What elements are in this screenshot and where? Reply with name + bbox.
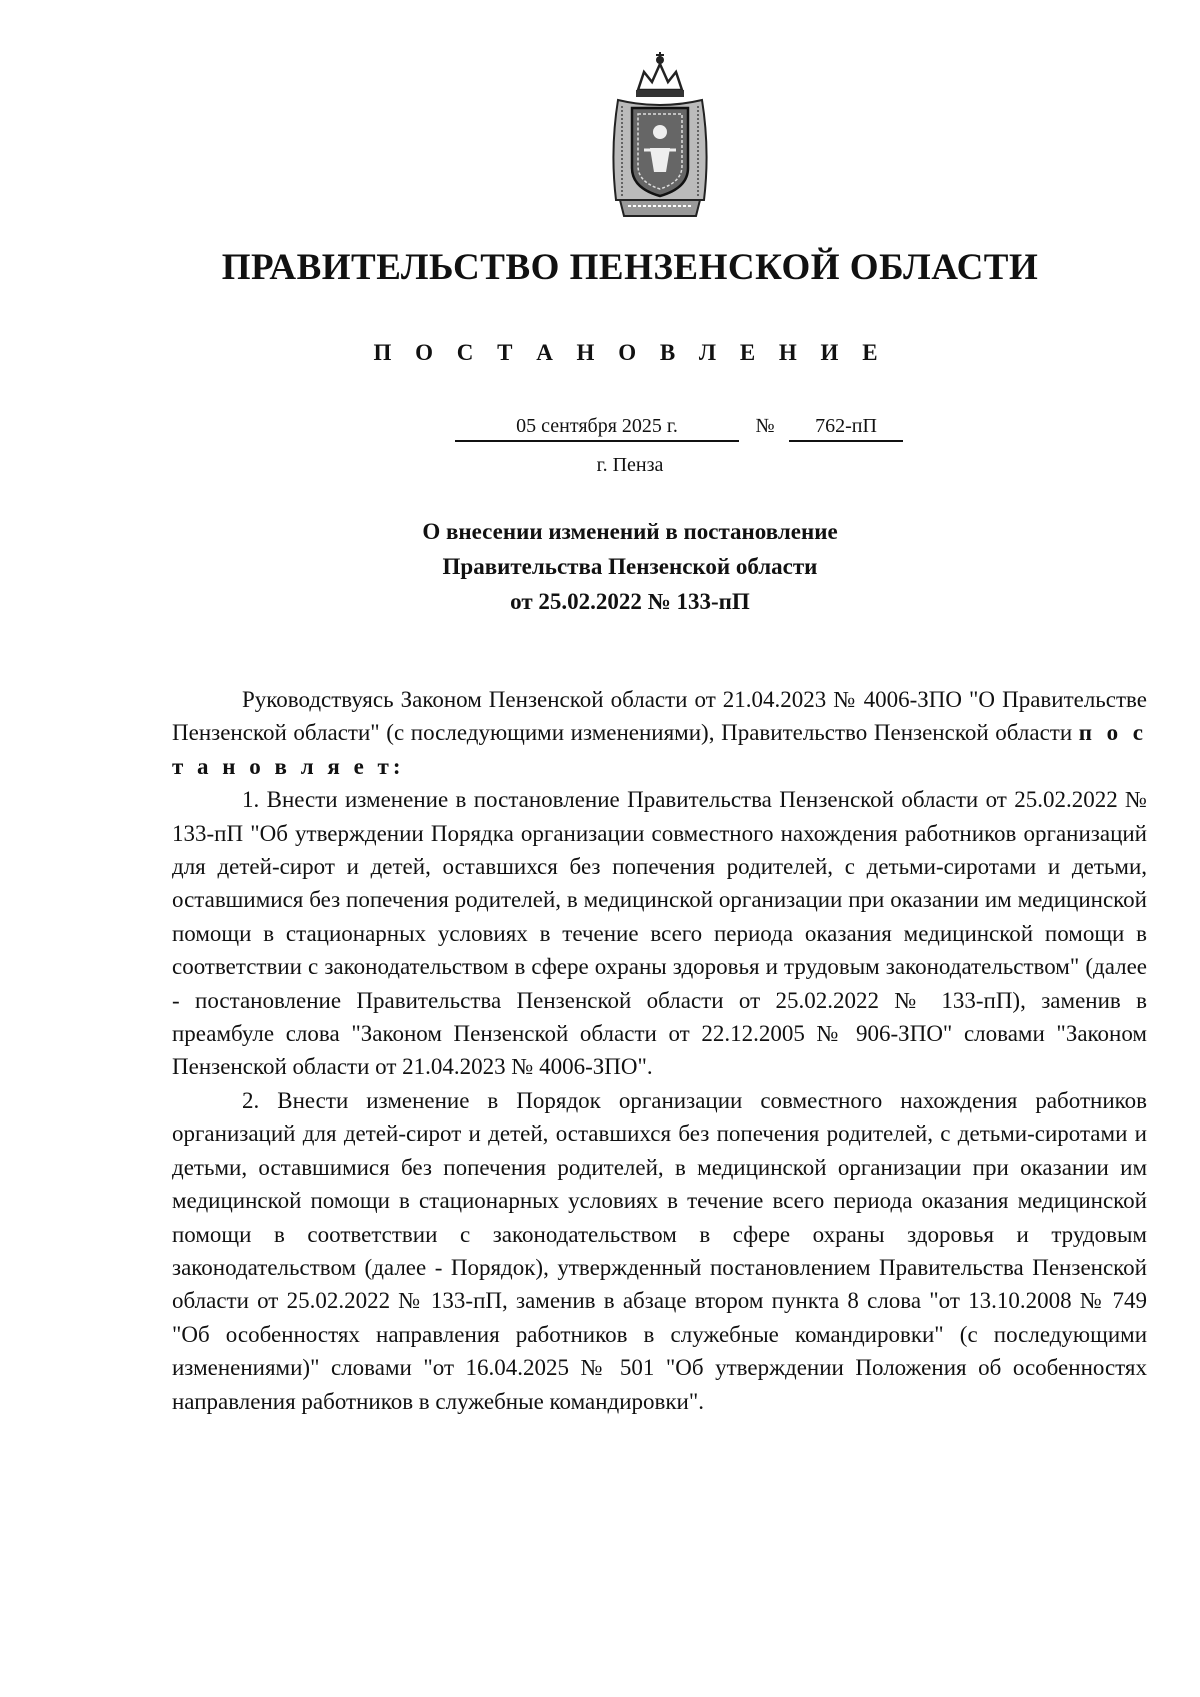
decree-word: п о с т а н о в л я е т: — [172, 720, 1147, 779]
preamble-paragraph — [172, 683, 1147, 783]
document-number: 762-пП — [789, 412, 903, 442]
subject-line-2: Правительства Пензенской области — [442, 554, 818, 579]
number-sign: № — [755, 415, 775, 437]
document-type: П О С Т А Н О В Л Е Н И Е — [373, 340, 887, 365]
subject-line-3: от 25.02.2022 № 133-пП — [510, 589, 750, 614]
item-1-paragraph: 1. Внести изменение в постановление Правительства Пензенской области от 25.02.2022 № 133-пП "Об утверждении Порядка организации совместного нахождения работников организаций для детей-сирот и детей, оставшихся без попечения родителей, с детьми-сиротами и детьми, оставшимися без попечения родителей, в медицинской организации при оказании им медицинской помощи в стационарных условиях в течение всего периода оказания медицинской помощи в соответствии с законодательством в сфере охраны здоровья и трудовым законодательством" (далее - постановление Правительства Пензенской области от 25.02.2022 № 133-пП), заменив в преамбуле слова "Законом Пензенской области от 22.12.2005 № 906-ЗПО" словами "Законом Пензенской области от 21.04.2023 № 4006-ЗПО". — [172, 787, 1147, 1080]
document-body — [172, 683, 1147, 1418]
preamble-text: Руководствуясь Законом Пензенской области от 21.04.2023 № 4006-ЗПО "О Правительстве Пензенской области" (с последующими изменениями), Правительство Пензенской области — [172, 687, 1147, 746]
subject-line-1: О внесении изменений в постановление — [422, 519, 838, 544]
document-date: 05 сентября 2025 г. — [455, 412, 739, 442]
coat-of-arms-emblem — [600, 50, 720, 220]
government-title: ПРАВИТЕЛЬСТВО ПЕНЗЕНСКОЙ ОБЛАСТИ — [221, 247, 1039, 288]
date-number-line — [455, 412, 905, 442]
document-subject — [0, 514, 1200, 619]
item-2-paragraph: 2. Внести изменение в Порядок организации совместного нахождения работников организаций для детей-сирот и детей, оставшихся без попечения родителей, с детьми-сиротами и детьми, оставшимися без попечения родителей, в медицинской организации при оказании им медицинской помощи в стационарных условиях в течение всего периода оказания медицинской помощи в соответствии с законодательством в сфере охраны здоровья и трудовым законодательством (далее - Порядок), утвержденный постановлением Правительства Пензенской области от 25.02.2022 № 133-пП, заменив в абзаце втором пункта 8 слова "от 13.10.2008 № 749 "Об особенностях направления работников в служебные командировки" (с последующими изменениями)" словами "от 16.04.2025 № 501 "Об утверждении Положения об особенностях направления работников в служебные командировки". — [172, 1087, 1147, 1414]
city: г. Пенза — [596, 454, 664, 476]
